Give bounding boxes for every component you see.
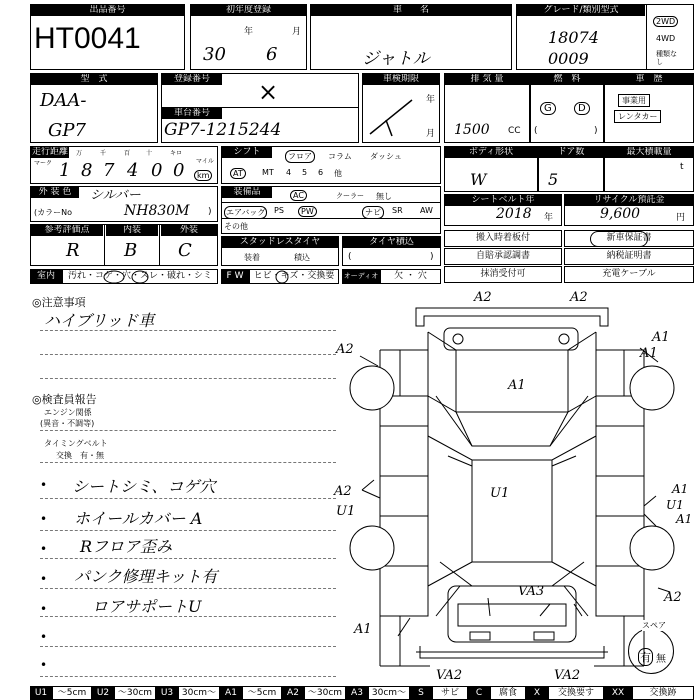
inspection-label: 車検期限 [363, 74, 439, 85]
shift-label: シフト [222, 147, 272, 158]
shift-column: コラム [328, 152, 352, 161]
history-rental: レンタカー [614, 110, 661, 123]
fw-label: F W [221, 269, 249, 284]
legend-code: XX [604, 686, 632, 700]
legend-desc: 30cm～ [368, 686, 410, 700]
equip-ac: AC [290, 190, 307, 201]
mileage-digit: 1 [59, 160, 71, 181]
mileage-digit: 4 [127, 160, 139, 181]
remark-bullet: • [40, 658, 48, 672]
interior-marks [100, 268, 290, 286]
damage-label: A2 [664, 590, 682, 605]
body-value: W [470, 170, 487, 189]
grade-value2: 0009 [548, 49, 589, 68]
doc-insurance: 自賠承認調書 [444, 248, 562, 265]
damage-label: A2 [570, 290, 588, 305]
displacement-unit: CC [508, 126, 521, 136]
equip-sr: SR [392, 206, 403, 215]
chassis-value: GP7-1215244 [164, 120, 282, 140]
drive-4wd: 4WD [656, 34, 676, 43]
equip-other-label: その他 [224, 222, 248, 231]
first-reg-year-label: 年 [244, 27, 254, 37]
equip-none: 無し [376, 192, 392, 201]
equip-airbag: エアバッグ [226, 208, 266, 217]
fuel-label: 燃 料 [531, 74, 603, 85]
damage-label: A1 [640, 346, 658, 361]
first-reg-month-label: 月 [292, 27, 302, 37]
legend-desc: 腐食 [490, 686, 526, 700]
warranty-circle [590, 231, 648, 247]
recycle-value: 9,600 [600, 206, 641, 222]
remark-bullet: • [40, 478, 48, 492]
lot-label: 出品番号 [31, 5, 184, 16]
damage-label: A1 [672, 482, 689, 496]
mileage-unit: マイル [196, 158, 214, 165]
damage-label: A1 [354, 622, 372, 637]
note-line [40, 646, 336, 647]
note-line [40, 676, 336, 677]
mileage-digits [55, 160, 195, 182]
damage-label: A2 [334, 484, 352, 499]
damage-label: VA2 [436, 668, 463, 683]
shift-other: 他 [334, 169, 342, 178]
equip-pw: PW [298, 206, 317, 217]
equip-cooler: クーラー [336, 192, 364, 200]
mileage-unit: 十 [146, 150, 153, 157]
shift-5: 5 [302, 168, 308, 177]
color-no-close: ) [208, 207, 212, 217]
legend-desc: ～5cm [52, 686, 92, 700]
equip-label: 装備品 [222, 187, 272, 198]
mileage-digit: 0 [151, 160, 163, 181]
fw-items: ヒビ・キズ・交換要 [249, 269, 339, 284]
inspection-cross [366, 96, 416, 138]
interior-row-items: 汚れ・コゲ・穴・スレ・破れ・シミ [62, 269, 218, 284]
equip-divider2 [222, 218, 440, 219]
note-line [40, 558, 336, 559]
audio-items: 欠 ・ 穴 [380, 269, 441, 284]
remark-3: Rフロア歪み [80, 537, 173, 556]
doors-value: 5 [548, 170, 559, 189]
mileage-digit: 0 [173, 160, 185, 181]
shift-mt: MT [262, 168, 274, 177]
damage-label: VA2 [554, 668, 581, 683]
spare-value: 有 [638, 648, 653, 666]
engine-sub: (異音・不調等) [40, 419, 95, 428]
remark-bullet: • [40, 512, 48, 526]
note-line [40, 330, 336, 331]
legend-desc: 交換跡 [632, 686, 694, 700]
color-value: シルバー [90, 188, 141, 203]
fuel-g: G [540, 102, 556, 115]
legend-code: C [468, 686, 490, 700]
doc-warranty: 新車保証書 [564, 230, 694, 247]
legend-code: S [410, 686, 432, 700]
mileage-label: 走行距離 [31, 147, 68, 157]
mileage-unit: キロ [170, 150, 183, 157]
first-reg-month: 6 [266, 44, 278, 65]
first-reg-year: 30 [203, 44, 226, 65]
legend-desc: ～30cm [304, 686, 346, 700]
shift-at: AT [230, 168, 246, 179]
mileage-digit: 8 [81, 160, 93, 181]
exterior-label: 外装 [161, 225, 217, 236]
remark-2: ホイールカバー A [74, 509, 203, 528]
doc-tax: 納税証明書 [564, 248, 694, 265]
fuel-paren2: ) [594, 126, 598, 136]
car-name-label: 車 名 [311, 5, 511, 16]
inspection-month-label: 月 [426, 129, 436, 139]
exterior-value: C [178, 240, 192, 261]
damage-label: U1 [490, 486, 510, 501]
drive-none: 種類なし [656, 50, 677, 66]
shift-6: 6 [318, 168, 324, 177]
inspection-year-label: 年 [426, 95, 436, 105]
caution-title: ◎注意事項 [32, 296, 86, 309]
color-no-label: (カラーNo [34, 208, 72, 217]
note-line [40, 530, 336, 531]
note-line [40, 462, 336, 463]
equip-divider [222, 202, 440, 203]
note-line [40, 498, 336, 499]
model-label: 型 式 [31, 74, 157, 85]
shift-dash: ダッシュ [370, 152, 402, 161]
legend-code: A2 [282, 686, 304, 700]
audio-label: オーディオ [342, 269, 380, 284]
timing-value: 交換 有・無 [56, 451, 104, 460]
mileage-unit: 千 [100, 150, 107, 157]
damage-label: A1 [508, 378, 526, 393]
note-line [40, 354, 336, 355]
model-value2: GP7 [48, 120, 86, 141]
spare-no: 無 [656, 654, 666, 665]
remark-bullet: • [40, 572, 48, 586]
lot-number: HT0041 [34, 22, 141, 55]
mileage-digit: 7 [103, 160, 115, 181]
first-reg-label: 初年度登録 [191, 5, 306, 16]
doc-badge-board: 搬入時着板付 [444, 230, 562, 247]
caution-text: ハイブリッド車 [44, 311, 155, 330]
fuel-d: D [574, 102, 590, 115]
color-label: 外 装 色 [31, 187, 79, 198]
timing-label: タイミングベルト [44, 439, 108, 448]
seatbelt-label: シートベルト年 [445, 195, 561, 206]
car-name-value: ジャトル [362, 49, 430, 69]
remark-bullet: • [40, 602, 48, 616]
legend-desc: ～5cm [242, 686, 282, 700]
damage-label: U1 [336, 504, 356, 519]
displacement-value: 1500 [454, 122, 490, 138]
engine-label: エンジン関係 [44, 408, 92, 417]
legend-desc: 交換要す [548, 686, 604, 700]
studless-loaded: 積込 [294, 253, 310, 262]
legend-code: X [526, 686, 548, 700]
remark-4: パンク修理キット有 [74, 567, 218, 586]
score-label: 参考評価点 [31, 225, 103, 236]
seatbelt-value: 2018 [496, 206, 532, 222]
shift-4: 4 [286, 168, 292, 177]
fuel-paren1: ( [534, 126, 538, 136]
chassis-label: 車台番号 [162, 108, 222, 119]
km-label: km [194, 170, 212, 181]
equip-navi: ナビ [362, 206, 384, 219]
remark-bullet: • [40, 630, 48, 644]
grade-label: グレード/類別型式 [517, 5, 645, 16]
note-line [40, 378, 336, 379]
remark-bullet: • [40, 542, 48, 556]
spare-label: スペア [642, 621, 666, 630]
drive-divider [646, 5, 647, 69]
color-no-value: NH830M [124, 203, 190, 219]
tire-label: タイヤ積込 [343, 237, 440, 248]
studless-mounted: 装着 [244, 253, 260, 262]
interior-row-label: 室内 [30, 269, 62, 284]
legend-code: A1 [220, 686, 242, 700]
load-label: 最大積載量 [605, 147, 693, 158]
recycle-label: リサイクル預託金 [565, 195, 693, 206]
recycle-unit: 円 [676, 213, 686, 223]
damage-label: A1 [652, 330, 670, 345]
mileage-mark-label: マーク [34, 160, 53, 167]
remark-5: ロアサポートU [92, 597, 202, 616]
legend-desc: 30cm～ [178, 686, 220, 700]
inspector-title: ◎検査員報告 [32, 393, 97, 406]
legend-code: U3 [156, 686, 178, 700]
grade-value1: 18074 [548, 28, 599, 47]
interior-value: B [124, 240, 138, 261]
body-label: ボディ形状 [445, 147, 537, 158]
score-value: R [66, 240, 80, 261]
score-divider1 [104, 225, 105, 265]
doc-cancel: 抹消受付可 [444, 266, 562, 283]
remark-1: シートシミ、コゲ穴 [72, 477, 216, 496]
damage-label: U1 [666, 498, 684, 512]
shift-floor: フロア [285, 150, 315, 163]
legend-code: A3 [346, 686, 368, 700]
legend-desc: ～30cm [114, 686, 156, 700]
doors-label: ドア数 [539, 147, 603, 158]
load-unit: t [680, 162, 684, 172]
drive-2wd: 2WD [653, 16, 678, 27]
mileage-unit: 百 [124, 150, 131, 157]
tire-paren1: ( [348, 252, 352, 262]
damage-label: A1 [676, 512, 693, 526]
note-line [40, 588, 336, 589]
tire-paren2: ) [430, 252, 434, 262]
equip-aw: AW [420, 206, 433, 215]
history-label: 車 歴 [605, 74, 693, 85]
studless-label: スタッドレスタイヤ [222, 237, 338, 248]
doc-charge-cable: 充電ケーブル [564, 266, 694, 283]
damage-label: VA3 [518, 584, 545, 599]
history-business: 事業用 [618, 94, 650, 107]
note-line [40, 616, 336, 617]
model-value1: DAA- [40, 90, 87, 111]
interior-label: 内装 [106, 225, 158, 236]
damage-label: A2 [474, 290, 492, 305]
mileage-unit: 万 [76, 150, 83, 157]
displacement-label: 排 気 量 [445, 74, 529, 85]
reg-value: × [258, 78, 279, 106]
score-divider2 [159, 225, 160, 265]
reg-label: 登録番号 [162, 74, 222, 85]
legend-code: U2 [92, 686, 114, 700]
note-line [40, 430, 336, 431]
legend-code: U1 [30, 686, 52, 700]
equip-ps: PS [274, 206, 284, 215]
damage-label: A2 [336, 342, 354, 357]
legend-desc: サビ [432, 686, 468, 700]
seatbelt-unit: 年 [544, 213, 554, 223]
